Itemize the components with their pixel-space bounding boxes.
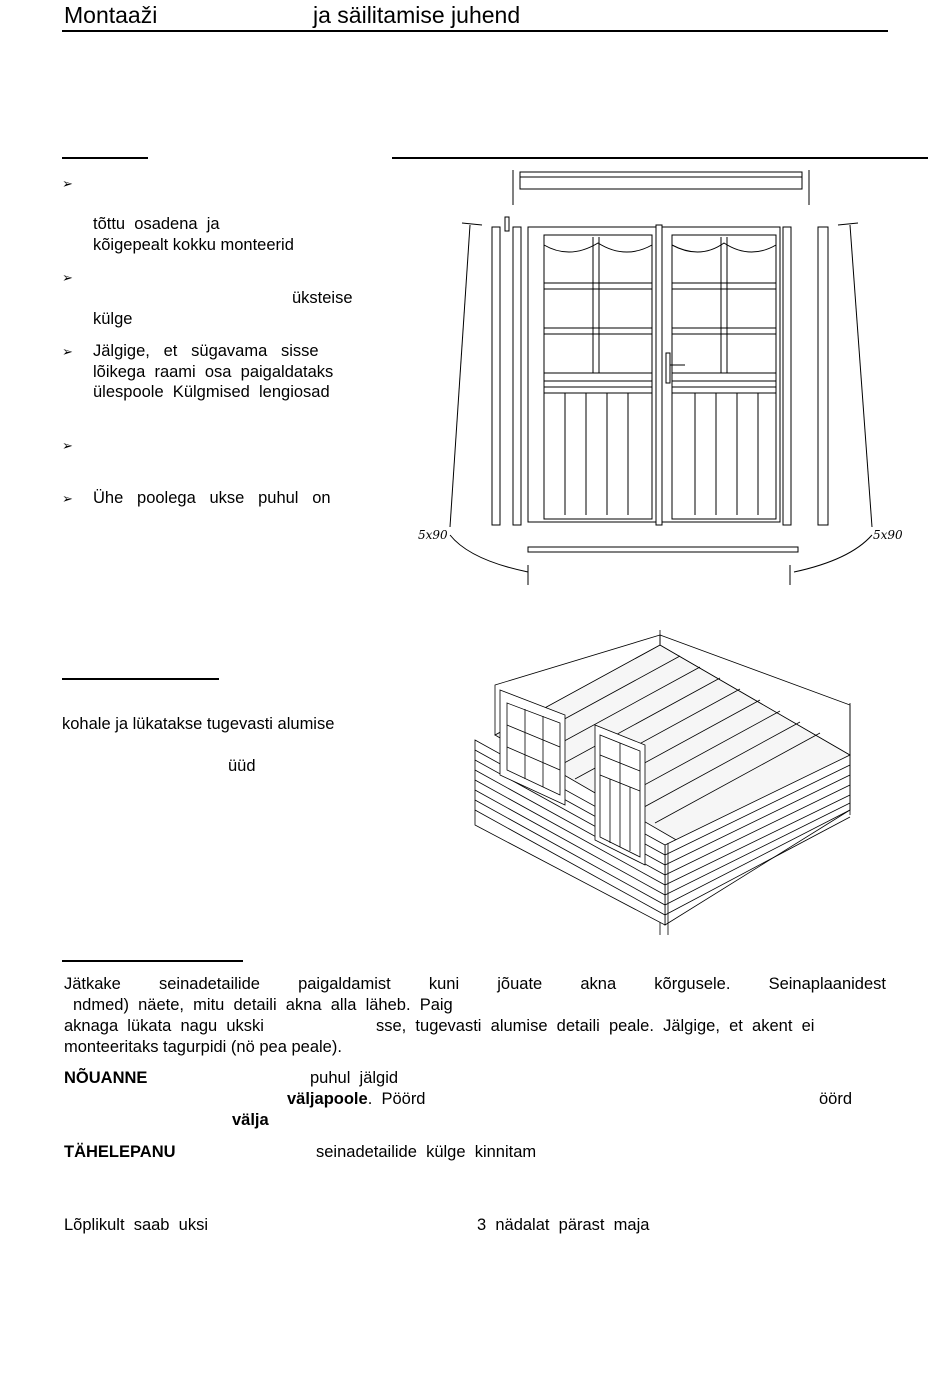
section3-p1-line-2: ndmed) näete, mitu detaili akna alla läheb. Paig (73, 996, 453, 1014)
door-frame-diagram (410, 165, 910, 595)
tip-text-1: puhul jälgid (310, 1069, 399, 1087)
bullet-3-line-2: lõikega raami osa paigaldataks (93, 363, 334, 381)
bullet-5-line: Ühe poolega ukse puhul on (93, 489, 331, 507)
final-right: 3 nädalat pärast maja (477, 1216, 650, 1234)
section2-heading-rule (62, 678, 219, 680)
section3-p1-line-1: Jätkake seinadetailide paigaldamist kuni jõuate akna kõrgusele. Seinaplaanidest (64, 975, 886, 993)
section1-heading-rule (62, 157, 148, 159)
bullet-2-line-2: külge (93, 310, 133, 328)
section2-line-2: üüd (228, 757, 256, 775)
bullet-5: ➢ (62, 491, 73, 506)
final-left: Lõplikult saab uksi (64, 1216, 208, 1234)
note-text: seinadetailide külge kinnitam (316, 1143, 537, 1161)
bullet-1-line-2: kõigepealt kokku monteerid (93, 236, 294, 254)
section2-line-1: kohale ja lükatakse tugevasti alumise (62, 715, 335, 733)
bullet-1: ➢ (62, 176, 73, 191)
tip-bold-2: välja (232, 1111, 269, 1129)
bullet-2: ➢ (62, 270, 73, 285)
bullet-4: ➢ (62, 438, 73, 453)
section1-right-rule (392, 157, 928, 159)
bullet-3-line-1: Jälgige, et sügavama sisse (93, 342, 319, 360)
title-rule (62, 30, 888, 32)
bullet-3-line-3: ülespoole Külgmised lengiosad (93, 383, 330, 401)
cabin-isometric-diagram (465, 625, 865, 940)
section3-p1-line-3a: aknaga lükata nagu ukski (64, 1017, 264, 1035)
bullet-3: ➢ (62, 344, 73, 359)
tip-label: NÕUANNE (64, 1069, 148, 1087)
doc-title-right: ja säilitamise juhend (313, 2, 521, 28)
note-label: TÄHELEPANU (64, 1143, 176, 1161)
dim-label-right: 5x90 (873, 528, 903, 542)
bullet-1-line-1: tõttu osadena ja (93, 215, 220, 233)
tip-text-3: öörd (819, 1090, 853, 1108)
tip-line-2: väljapoole. Pöörd (287, 1090, 426, 1108)
section3-heading-rule (62, 960, 243, 962)
dim-label-left: 5x90 (418, 528, 448, 542)
section3-p1-line-3b: sse, tugevasti alumise detaili peale. Jälgige, et akent ei (376, 1017, 815, 1035)
section3-p1-line-4: monteeritaks tagurpidi (nö pea peale). (64, 1038, 342, 1056)
doc-title-left: Montaaži (64, 2, 158, 28)
bullet-2-line-1: üksteise (292, 289, 353, 307)
